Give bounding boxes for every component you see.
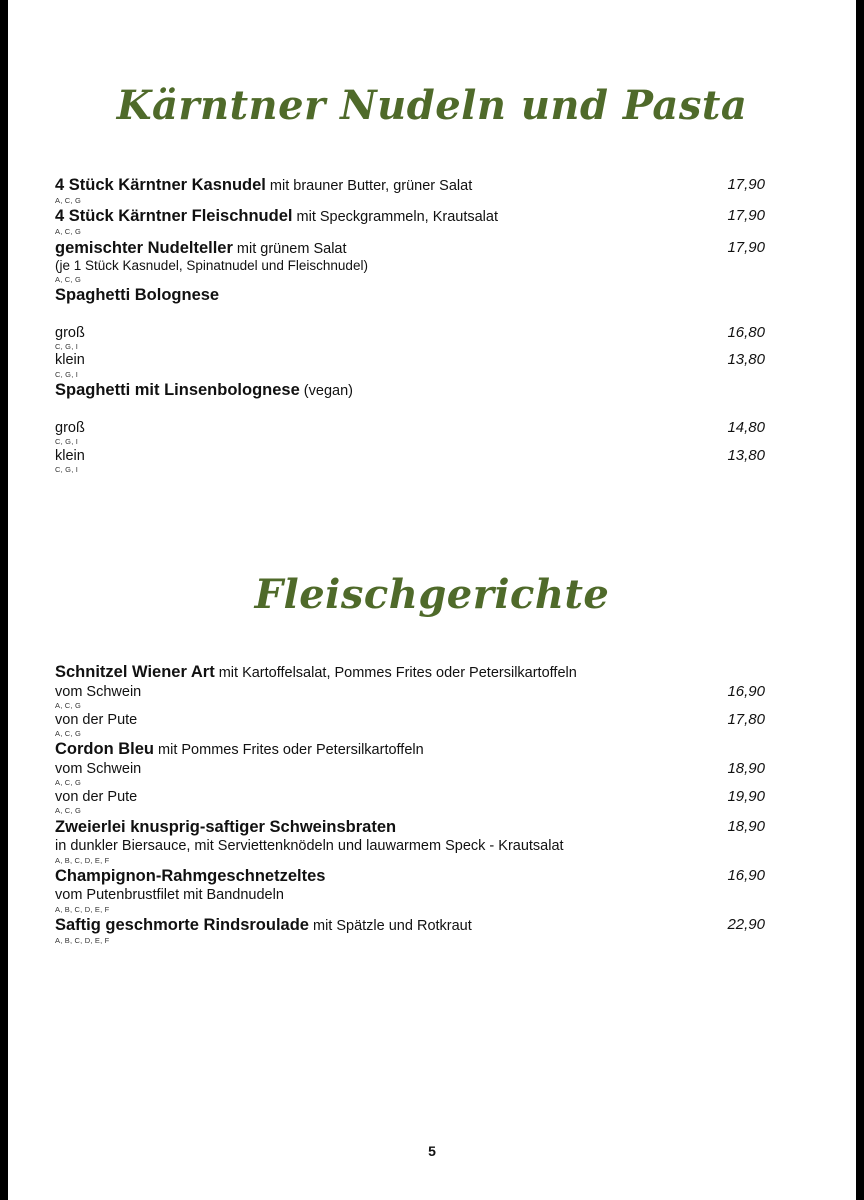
item-variant: von der Pute (55, 789, 138, 805)
allergen-codes: A, B, C, D, E, F (55, 856, 110, 865)
item-desc: mit Pommes Frites oder Petersilkartoffeln (154, 742, 424, 758)
menu-page (8, 0, 856, 1200)
item-note: in dunkler Biersauce, mit Serviettenknödeln und lauwarmem Speck - Krautsalat (55, 838, 564, 854)
item-variant: von der Pute (55, 712, 138, 728)
allergen-codes: C, G, I (55, 465, 79, 474)
menu-subitem (55, 419, 765, 439)
menu-item-linsenbolognese (55, 381, 765, 401)
item-desc: (vegan) (299, 383, 353, 399)
item-desc: mit Kartoffelsalat, Pommes Frites oder Petersilkartoffeln (214, 665, 577, 681)
page-number: 5 (428, 1143, 436, 1159)
allergen-codes: A, B, C, D, E, F (55, 936, 110, 945)
item-name: Zweierlei knusprig-saftiger Schweinsbraten (55, 818, 397, 836)
menu-subitem (55, 351, 765, 371)
menu-item-rahmgeschnetzeltes (55, 867, 765, 887)
item-price: 13,80 (727, 351, 765, 368)
menu-subitem (55, 760, 765, 780)
item-desc: mit Spätzle und Rotkraut (308, 918, 472, 934)
item-size: groß (55, 420, 85, 436)
allergen-codes: A, C, G (55, 729, 81, 738)
menu-item-cordon-bleu (55, 740, 765, 760)
allergen-codes: A, C, G (55, 196, 81, 205)
item-desc: mit Speckgrammeln, Krautsalat (292, 209, 498, 225)
allergen-codes: C, G, I (55, 342, 79, 351)
item-price: 17,80 (727, 711, 765, 728)
item-price: 14,80 (727, 419, 765, 436)
menu-subitem (55, 683, 765, 703)
item-price: 22,90 (727, 916, 765, 933)
item-name: Spaghetti Bolognese (55, 286, 220, 304)
item-price: 17,90 (727, 207, 765, 224)
section-heading-fleischgerichte: Fleischgerichte (254, 571, 610, 618)
menu-item-schnitzel (55, 663, 765, 683)
item-size: groß (55, 325, 85, 341)
item-variant: vom Schwein (55, 761, 142, 777)
menu-item-nudelteller (55, 239, 765, 259)
menu-item-fleischnudel (55, 207, 765, 227)
menu-subitem (55, 788, 765, 808)
item-price: 18,90 (727, 760, 765, 777)
item-size: klein (55, 352, 85, 368)
allergen-codes: A, C, G (55, 778, 81, 787)
item-price: 16,90 (727, 867, 765, 884)
allergen-codes: C, G, I (55, 370, 79, 379)
item-name: Champignon-Rahmgeschnetzeltes (55, 867, 326, 885)
menu-item-spaghetti-bolognese (55, 286, 765, 306)
item-price: 18,90 (727, 818, 765, 835)
menu-subitem (55, 324, 765, 344)
menu-item-rindsroulade (55, 916, 765, 936)
item-name: Schnitzel Wiener Art (55, 663, 215, 681)
section-heading-pasta: Kärntner Nudeln und Pasta (116, 82, 748, 129)
item-name: 4 Stück Kärntner Fleischnudel (55, 207, 293, 225)
item-desc: mit grünem Salat (232, 241, 347, 257)
item-price: 16,90 (727, 683, 765, 700)
allergen-codes: C, G, I (55, 437, 79, 446)
item-name: gemischter Nudelteller (55, 239, 233, 257)
item-name: Spaghetti mit Linsenbolognese (55, 381, 300, 399)
menu-subitem (55, 447, 765, 467)
item-note: vom Putenbrustfilet mit Bandnudeln (55, 887, 284, 903)
menu-item-schweinsbraten (55, 818, 765, 838)
allergen-codes: A, C, G (55, 227, 81, 236)
allergen-codes: A, B, C, D, E, F (55, 905, 110, 914)
item-name: 4 Stück Kärntner Kasnudel (55, 176, 266, 194)
item-name: Saftig geschmorte Rindsroulade (55, 916, 309, 934)
item-price: 17,90 (727, 176, 765, 193)
item-price: 19,90 (727, 788, 765, 805)
item-price: 16,80 (727, 324, 765, 341)
item-price: 13,80 (727, 447, 765, 464)
item-variant: vom Schwein (55, 684, 142, 700)
item-note: (je 1 Stück Kasnudel, Spinatnudel und Fleischnudel) (55, 258, 368, 273)
item-desc: mit brauner Butter, grüner Salat (265, 178, 473, 194)
allergen-codes: A, C, G (55, 275, 81, 284)
item-size: klein (55, 448, 85, 464)
allergen-codes: A, C, G (55, 806, 81, 815)
item-price: 17,90 (727, 239, 765, 256)
menu-subitem (55, 711, 765, 731)
allergen-codes: A, C, G (55, 701, 81, 710)
menu-item-kasnudel (55, 176, 765, 196)
item-name: Cordon Bleu (55, 740, 154, 758)
